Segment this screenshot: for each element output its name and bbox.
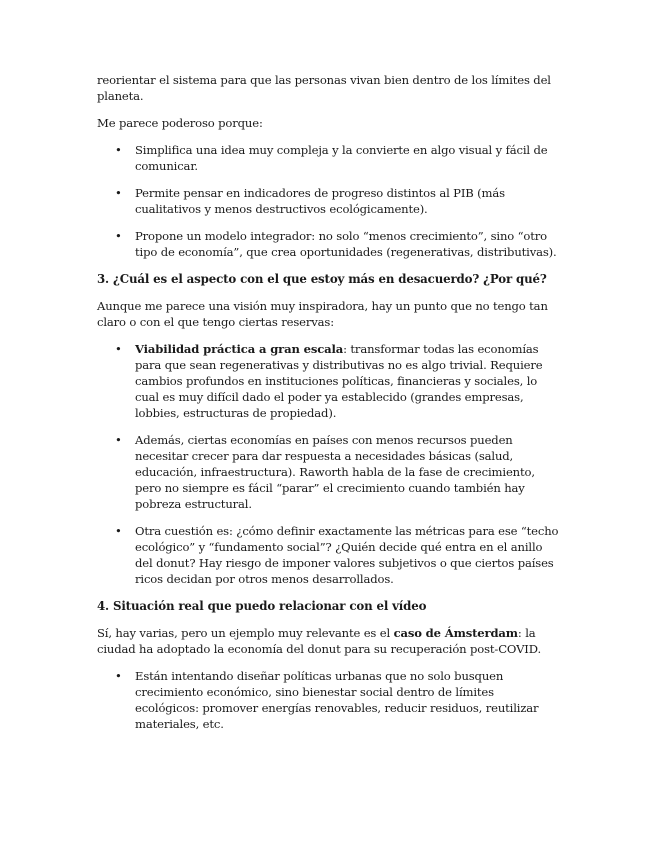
bullet-list-amsterdam <box>97 668 560 732</box>
section-heading-3: 3. ¿Cuál es el aspecto con el que estoy más en desacuerdo? ¿Por qué? <box>97 272 547 286</box>
paragraph-real-case <box>97 625 560 657</box>
list-item: • Simplifica una idea muy compleja y la convierte en algo visual y fácil de comunicar. <box>97 142 560 174</box>
bullet-list-reservations <box>97 341 560 587</box>
paragraph-text: Sí, hay varias, pero un ejemplo muy relevante es el <box>97 626 394 640</box>
section-heading-4: 4. Situación real que puedo relacionar con el vídeo <box>97 599 427 613</box>
list-item <box>97 341 560 421</box>
list-item: • Además, ciertas economías en países con menos recursos pueden necesitar crecer para dar respuesta a necesidades básicas (salud, educación, infraestructura). Raworth habla de la fase de crecimiento, pero no siempre es fácil “parar” el crecimiento cuando también hay pobreza estructural. <box>97 432 560 512</box>
list-item: • Permite pensar en indicadores de progreso distintos al PIB (más cualitativos y menos destructivos ecológicamente). <box>97 185 560 217</box>
paragraph-text: : la ciudad ha adoptado la economía del donut para su recuperación post-COVID. <box>97 626 541 656</box>
list-item-text: : transformar todas las economías para que sean regenerativas y distributivas no es algo trivial. Requiere cambios profundos en instituciones políticas, financieras y sociales, lo cual es muy difícil dado el poder ya establecido (grandes empresas, lobbies, estructuras de propiedad). <box>135 342 543 420</box>
bullet-list-reasons <box>97 142 560 260</box>
list-item: • Están intentando diseñar políticas urbanas que no solo busquen crecimiento económico, sino bienestar social dentro de límites ecológicos: promover energías renovables, reducir residuos, reutilizar materiales, etc. <box>97 668 560 732</box>
paragraph-intro: reorientar el sistema para que las personas vivan bien dentro de los límites del planeta. <box>97 73 551 103</box>
bold-text: caso de Ámsterdam <box>393 626 518 640</box>
paragraph-disagree: Aunque me parece una visión muy inspiradora, hay un punto que no tengo tan claro o con el que tengo ciertas reservas: <box>97 299 548 329</box>
document-page <box>97 72 560 743</box>
list-item: • Propone un modelo integrador: no solo “menos crecimiento”, sino “otro tipo de economía”, que crea oportunidades (regenerativas, distributivas). <box>97 228 560 260</box>
bold-text: Viabilidad práctica a gran escala <box>135 342 344 356</box>
list-item: • Otra cuestión es: ¿cómo definir exactamente las métricas para ese “techo ecológico” y “fundamento social”? ¿Quién decide qué entra en el anillo del donut? Hay riesgo de imponer valores subjetivos o que ciertos países ricos decidan por otros menos desarrollados. <box>97 523 560 587</box>
paragraph-powerful: Me parece poderoso porque: <box>97 116 263 130</box>
